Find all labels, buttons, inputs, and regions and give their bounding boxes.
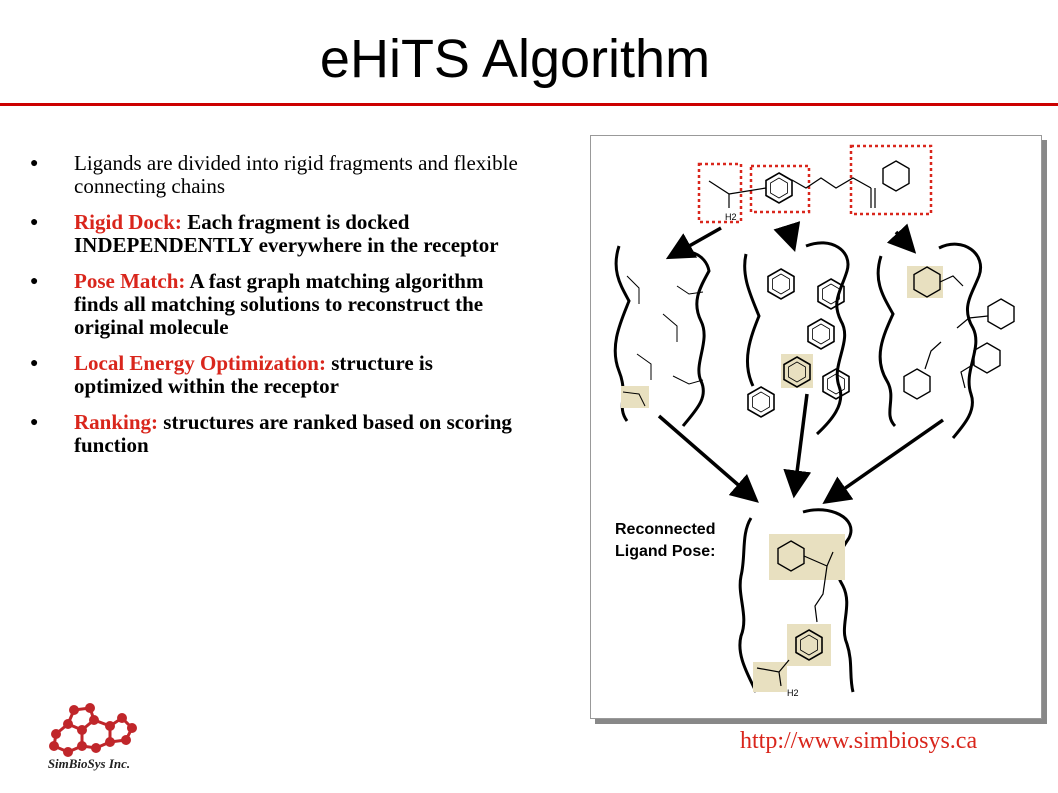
title-divider [0, 103, 1058, 106]
docking-diagram [591, 136, 1041, 718]
diagram-label-line1: Reconnected [615, 521, 716, 538]
bullet-list [30, 152, 520, 470]
bullet-dot-icon: ● [30, 156, 39, 171]
bullet-item [30, 152, 520, 198]
bullet-text: Each fragment is docked INDEPENDENTLY everywhere in the receptor [74, 210, 499, 257]
website-url[interactable]: http://www.simbiosys.ca [740, 728, 978, 754]
fragment-highlight [781, 354, 813, 388]
bullet-item [30, 211, 520, 257]
fragment-highlight [753, 662, 787, 692]
bullet-text: structure is optimized within the receptor [74, 351, 433, 398]
bullet-item [30, 270, 520, 339]
bullet-text: structures are ranked based on scoring function [74, 410, 512, 457]
bullet-lead: Pose Match: [74, 269, 186, 293]
fragment-highlight [907, 266, 943, 298]
bullet-dot-icon: ● [30, 356, 39, 371]
bullet-item [30, 411, 520, 457]
bullet-item [30, 352, 520, 398]
bullet-text: Ligands are divided into rigid fragments and flexible connecting chains [74, 151, 518, 198]
diagram-label-line2: Ligand Pose: [615, 543, 716, 560]
bullet-lead: Rigid Dock: [74, 210, 188, 234]
ligand-structure [699, 146, 931, 222]
bullet-text: A fast graph matching algorithm finds all matching solutions to reconstruct the original molecule [74, 269, 484, 339]
h2-label: H2 [787, 688, 799, 698]
bullet-dot-icon: ● [30, 215, 39, 230]
bullet-dot-icon: ● [30, 274, 39, 289]
bullet-lead: Local Energy Optimization: [74, 351, 326, 375]
h2-label: H2 [725, 212, 737, 222]
docking-diagram-panel [590, 135, 1042, 719]
logo-caption: SimBioSys Inc. [47, 756, 131, 771]
fragment-box [851, 146, 931, 214]
slide-title: eHiTS Algorithm [319, 29, 711, 89]
bullet-dot-icon: ● [30, 415, 39, 430]
bullet-lead: Ranking: [74, 410, 159, 434]
